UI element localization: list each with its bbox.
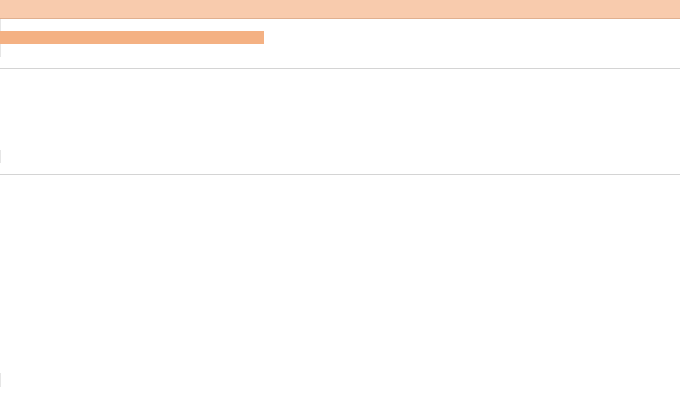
sheet-title	[0, 0, 680, 19]
expenses-section-label	[0, 163, 680, 175]
savings-target-row[interactable]	[0, 31, 264, 44]
income-section-label	[0, 57, 680, 69]
